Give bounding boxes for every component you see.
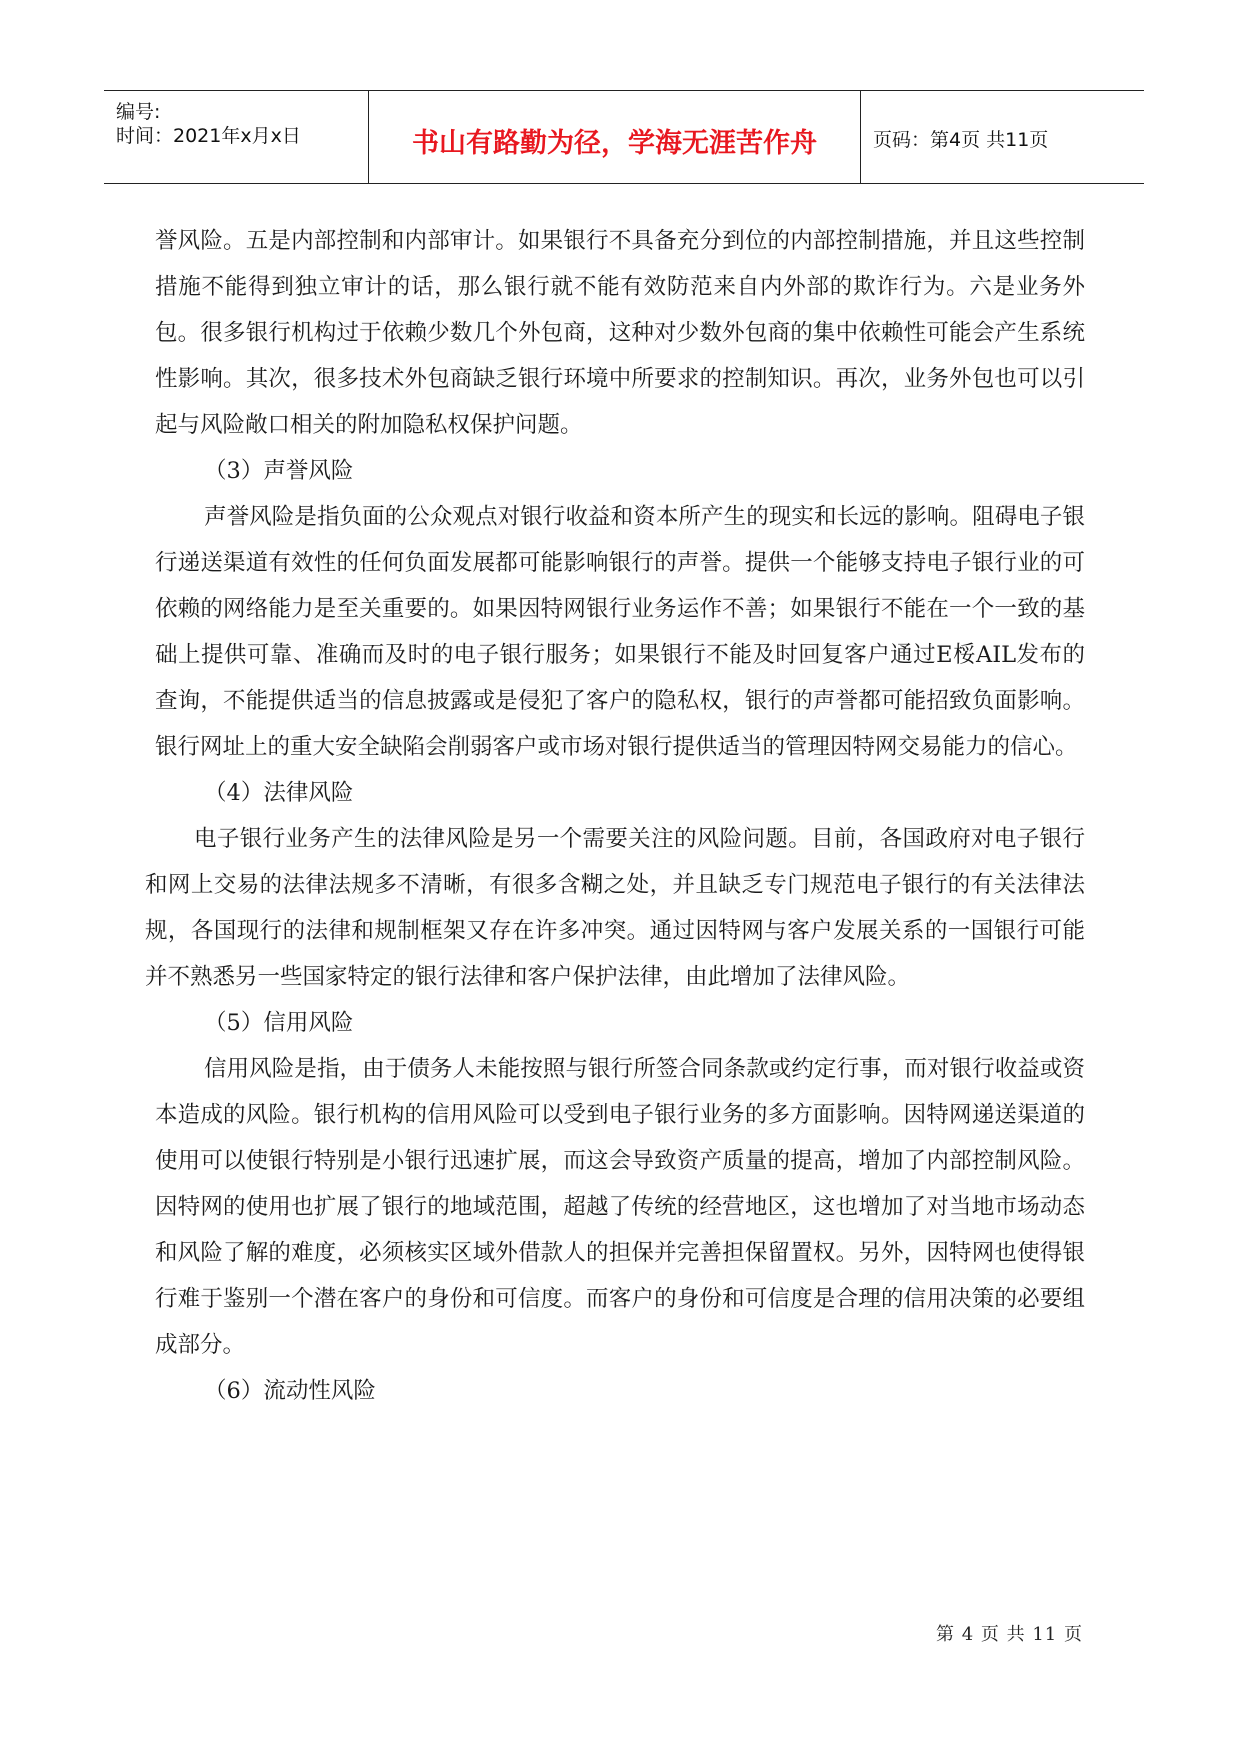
document-body bbox=[145, 218, 1085, 1414]
header-motto-cell bbox=[369, 91, 861, 183]
header-meta-cell bbox=[104, 91, 369, 183]
heading-reputation-risk: （3）声誉风险 bbox=[204, 458, 354, 484]
document-header bbox=[104, 90, 1144, 184]
heading-legal-risk: （4）法律风险 bbox=[204, 780, 354, 806]
heading-liquidity-risk: （6）流动性风险 bbox=[204, 1378, 376, 1404]
paragraph-legal-risk: 电子银行业务产生的法律风险是另一个需要关注的风险问题。目前，各国政府对电子银行和网上交易的法律法规多不清晰，有很多含糊之处，并且缺乏专门规范电子银行的有关法律法规，各国现行的法律和规制框架又存在许多冲突。通过因特网与客户发展关系的一国银行可能并不熟悉另一些国家特定的银行法律和客户保护法律，由此增加了法律风险。 bbox=[145, 826, 1085, 990]
header-motto: 书山有路勤为径，学海无涯苦作舟 bbox=[412, 128, 817, 159]
heading-credit-risk: （5）信用风险 bbox=[204, 1010, 354, 1036]
header-page-cell bbox=[861, 91, 1144, 183]
paragraph-reputation-risk: 声誉风险是指负面的公众观点对银行收益和资本所产生的现实和长远的影响。阻碍电子银行递送渠道有效性的任何负面发展都可能影响银行的声誉。提供一个能够支持电子银行业的可依赖的网络能力是至关重要的。如果因特网银行业务运作不善；如果银行不能在一个一致的基础上提供可靠、准确而及时的电子银行服务；如果银行不能及时回复客户通过E桵AIL发布的查询，不能提供适当的信息披露或是侵犯了客户的隐私权，银行的声誉都可能招致负面影响。银行网址上的重大安全缺陷会削弱客户或市场对银行提供适当的管理因特网交易能力的信心。 bbox=[155, 504, 1085, 760]
document-number: 编号: bbox=[116, 101, 161, 123]
paragraph-credit-risk: 信用风险是指，由于债务人未能按照与银行所签合同条款或约定行事，而对银行收益或资本造成的风险。银行机构的信用风险可以受到电子银行业务的多方面影响。因特网递送渠道的使用可以使银行特别是小银行迅速扩展，而这会导致资产质量的提高，增加了内部控制风险。因特网的使用也扩展了银行的地域范围，超越了传统的经营地区，这也增加了对当地市场动态和风险了解的难度，必须核实区域外借款人的担保并完善担保留置权。另外，因特网也使得银行难于鉴别一个潜在客户的身份和可信度。而客户的身份和可信度是合理的信用决策的必要组成部分。 bbox=[155, 1056, 1085, 1358]
header-page-code: 页码：第4页 共11页 bbox=[873, 129, 1049, 151]
page-footer: 第 4 页 共 11 页 bbox=[936, 1624, 1083, 1645]
document-time: 时间：2021年x月x日 bbox=[116, 125, 301, 147]
paragraph-reputation-continued: 誉风险。五是内部控制和内部审计。如果银行不具备充分到位的内部控制措施，并且这些控制措施不能得到独立审计的话，那么银行就不能有效防范来自内外部的欺诈行为。六是业务外包。很多银行机构过于依赖少数几个外包商，这种对少数外包商的集中依赖性可能会产生系统性影响。其次，很多技术外包商缺乏银行环境中所要求的控制知识。再次，业务外包也可以引起与风险敞口相关的附加隐私权保护问题。 bbox=[155, 228, 1085, 438]
